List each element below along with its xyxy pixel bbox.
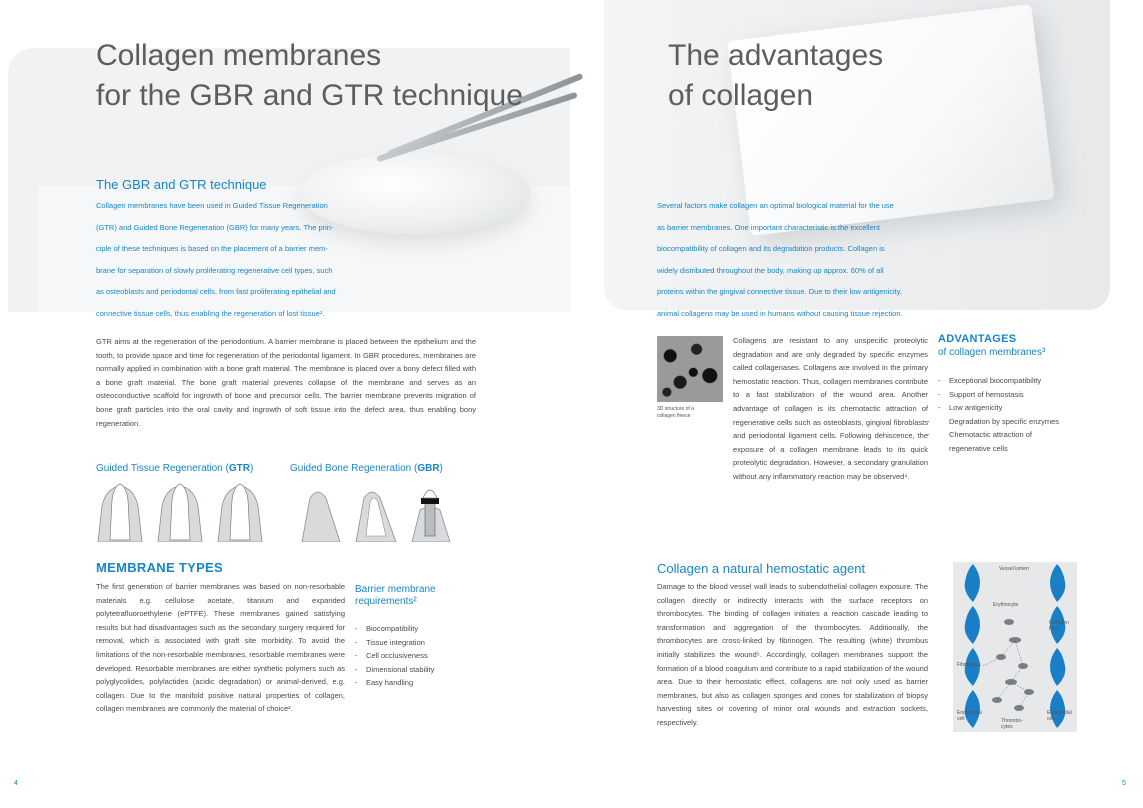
caption-line: collagen fleece: [657, 413, 691, 419]
list-item: - Dimensional stability: [355, 663, 465, 677]
right-page-title: [668, 36, 883, 116]
blood-vessel-diagram: [953, 562, 1077, 732]
label-line: cell: [957, 716, 965, 722]
list-item: - Support of hemostasis: [938, 388, 1063, 402]
intro-line: proteins within the gingival connective tissue. Due to their low antigenicity,: [657, 287, 902, 296]
intro-line: (GTR) and Guided Bone Regeneration (GBR) for many years. The prin-: [96, 222, 334, 232]
advantages-list: [938, 374, 1063, 456]
list-item: - Chemotactic attraction of regenerative cells: [938, 428, 1063, 455]
gbr-label-abbr: GBR: [417, 463, 440, 474]
hemostatic-heading: Collagen a natural hemostatic agent: [657, 561, 866, 576]
gbr-label-prefix: Guided Bone Regeneration (: [290, 463, 418, 474]
left-page-title: [96, 36, 523, 116]
list-item: - Low antigenicity: [938, 401, 1063, 415]
endothelial-cell-right-label: [1047, 710, 1072, 722]
collagen-fleece-micrograph: [657, 336, 723, 402]
gbr-tooth-illustrations: [300, 480, 480, 542]
gtr-paragraph: GTR aims at the regeneration of the periodontium. A barrier membrane is placed between the epithelium and the tooth, to provide space and time for regeneration of the periodontal ligament. In GBR procedures, membranes are normally applied in combination with a bone graft material. The membrane is placed over a bony defect filled with a bone graft material. The bone graft material prevents collapse of the membrane and serves as an osteoconductive scaffold for ingrowth of bone and precursor cells. The barrier membrane prevents migration of bone graft particles into the oral cavity and ingrowth of soft tissue into the defect area, thus enabling bony regeneration.: [96, 337, 476, 428]
requirements-list: [355, 622, 465, 690]
gtr-diagram-label: [96, 463, 253, 475]
endothelial-cell-left-label: [957, 710, 982, 722]
label-line: cell: [1047, 716, 1055, 722]
micrograph-caption: [657, 406, 694, 420]
advantages-heading: ADVANTAGES: [938, 333, 1017, 345]
label-line: Endothelial: [1047, 710, 1072, 716]
label-line: Thrombo-: [1001, 718, 1023, 724]
intro-line: brane for separation of slowly proliferating regenerative cell types, such: [96, 265, 333, 275]
intro-line: as osteoblasts and periodontal cells, from fast proliferating epithelial and: [96, 287, 336, 296]
caption-line: 3D structure of a: [657, 406, 694, 412]
list-item: - Easy handling: [355, 676, 465, 690]
left-title-line-2: for the GBR and GTR technique: [96, 79, 523, 112]
page-number-left: 4: [14, 780, 18, 787]
label-line: Collagen: [1049, 620, 1069, 626]
gtr-label-abbr: GTR: [228, 463, 250, 474]
right-title-line-2: of collagen: [668, 79, 814, 112]
collagen-fiber-label: [1049, 620, 1069, 632]
membrane-types-paragraph: The first generation of barrier membranes was based on non-resorbable materials e.g. cellulose acetate, titanium and expanded polytetrafluoroethylene (ePTFE). These membranes gained satisfying results but had disadvantages such as the secondary surgery required for removal, which is associated with graft site morbidity. To avoid the limitations of the non-resorbable membranes, resorbable membranes were developed. Resorbable membranes are either synthetic polymers such as polyglycolides, polylactides (acidic degradation) or animal-derived, e.g. collagen. Due to the manifold positive natural properties of collagen, collagen membranes are commonly the material of choice².: [96, 582, 345, 714]
fibrinogen-label: Fibrinogen: [957, 662, 981, 668]
requirements-heading: [355, 584, 436, 608]
vessel-lumen-label: Vessel lumen: [999, 566, 1029, 572]
left-title-line-1: Collagen membranes: [96, 39, 382, 72]
list-item: - Tissue integration: [355, 636, 465, 650]
intro-line: ciple of these techniques is based on the placement of a barrier mem-: [96, 244, 328, 253]
label-line: fiber: [1049, 626, 1059, 632]
gtr-label-suffix: ): [249, 463, 254, 474]
intro-line: Collagen membranes have been used in Guided Tissue Regeneration: [96, 201, 328, 210]
intro-line: Several factors make collagen an optimal biological material for the use: [657, 201, 894, 210]
vessel-diagram-graphic: [953, 562, 1077, 732]
intro-line: widely distributed throughout the body, making up approx. 60% of all: [657, 265, 884, 275]
list-item: - Degradation by specific enzymes: [938, 415, 1063, 429]
hemostatic-paragraph: Damage to the blood vessel wall leads to subendothelial collagen exposure. The collagen directly or indirectly interacts with the surface receptors on thrombocytes. The binding of collagen initiates a reaction cascade leading to transformation and aggregation of the thrombocytes. Additionally, the thrombocytes are cross-linked by fibrinogen. The resulting (white) thrombus initially stabilizes the wound⁵. Accordingly, collagen membranes support the formation of a blood coagulum and contribute to a rapid stabilization of the wound area. Due to their hemostatic effect, collagens are not only used as barrier membranes, but also as collagen sponges and cones for stabilization of biopsy harvesting sites or covering of minor oral wounds and extraction sockets, respectively.: [657, 582, 928, 727]
right-intro-text: [657, 195, 928, 324]
label-line: Endothelial: [957, 710, 982, 716]
collagen-paragraph: Collagens are resistant to any unspecific proteolytic degradation and are only degraded by specific enzymes called collagenases. Collagens are involved in the primary hemostatic reaction. Thus, collagen membranes contribute to a fast stabilization of the wound area. Another advantage of collagen is its chemotactic attraction of regenerative cells such as osteoblasts, gingival fibroblasts and periodontal ligament cells. Following dehiscence, the exposure of a collagen membrane leads to its quick proteolytic degradation. However, a secondary granulation without any inflammatory reaction may be observed⁴.: [733, 336, 928, 481]
gtr-label-prefix: Guided Tissue Regeneration (: [96, 463, 229, 474]
requirements-heading-line-2: requirements²: [355, 596, 417, 607]
gbr-diagram-label: [290, 463, 443, 475]
left-intro-text: [96, 195, 358, 324]
membrane-types-heading: MEMBRANE TYPES: [96, 560, 223, 575]
gbr-gtr-heading: The GBR and GTR technique: [96, 177, 267, 192]
advantages-subheading: of collagen membranes³: [938, 347, 1046, 358]
intro-line: connective tissue cells, thus enabling the regeneration of lost tissue¹.: [96, 308, 325, 318]
intro-line: animal collagens may be used in humans without causing tissue rejection.: [657, 308, 903, 318]
requirements-heading-line-1: Barrier membrane: [355, 584, 436, 595]
erythrocyte-label: Erythrocyte: [993, 602, 1019, 608]
page-number-right: 5: [1122, 780, 1126, 787]
list-item: - Exceptional biocompatibility: [938, 374, 1063, 388]
thrombocytes-label: [1001, 718, 1023, 730]
right-title-line-1: The advantages: [668, 39, 884, 72]
list-item: - Biocompatibility: [355, 622, 465, 636]
gtr-tooth-illustrations: [96, 480, 276, 542]
intro-line: as barrier membranes. One important characteristic is the excellent: [657, 222, 881, 232]
label-line: cytes: [1001, 724, 1013, 730]
intro-line: biocompatibility of collagen and its degradation products. Collagen is: [657, 244, 885, 253]
list-item: - Cell occlusiveness: [355, 649, 465, 663]
gbr-label-suffix: ): [439, 463, 443, 474]
